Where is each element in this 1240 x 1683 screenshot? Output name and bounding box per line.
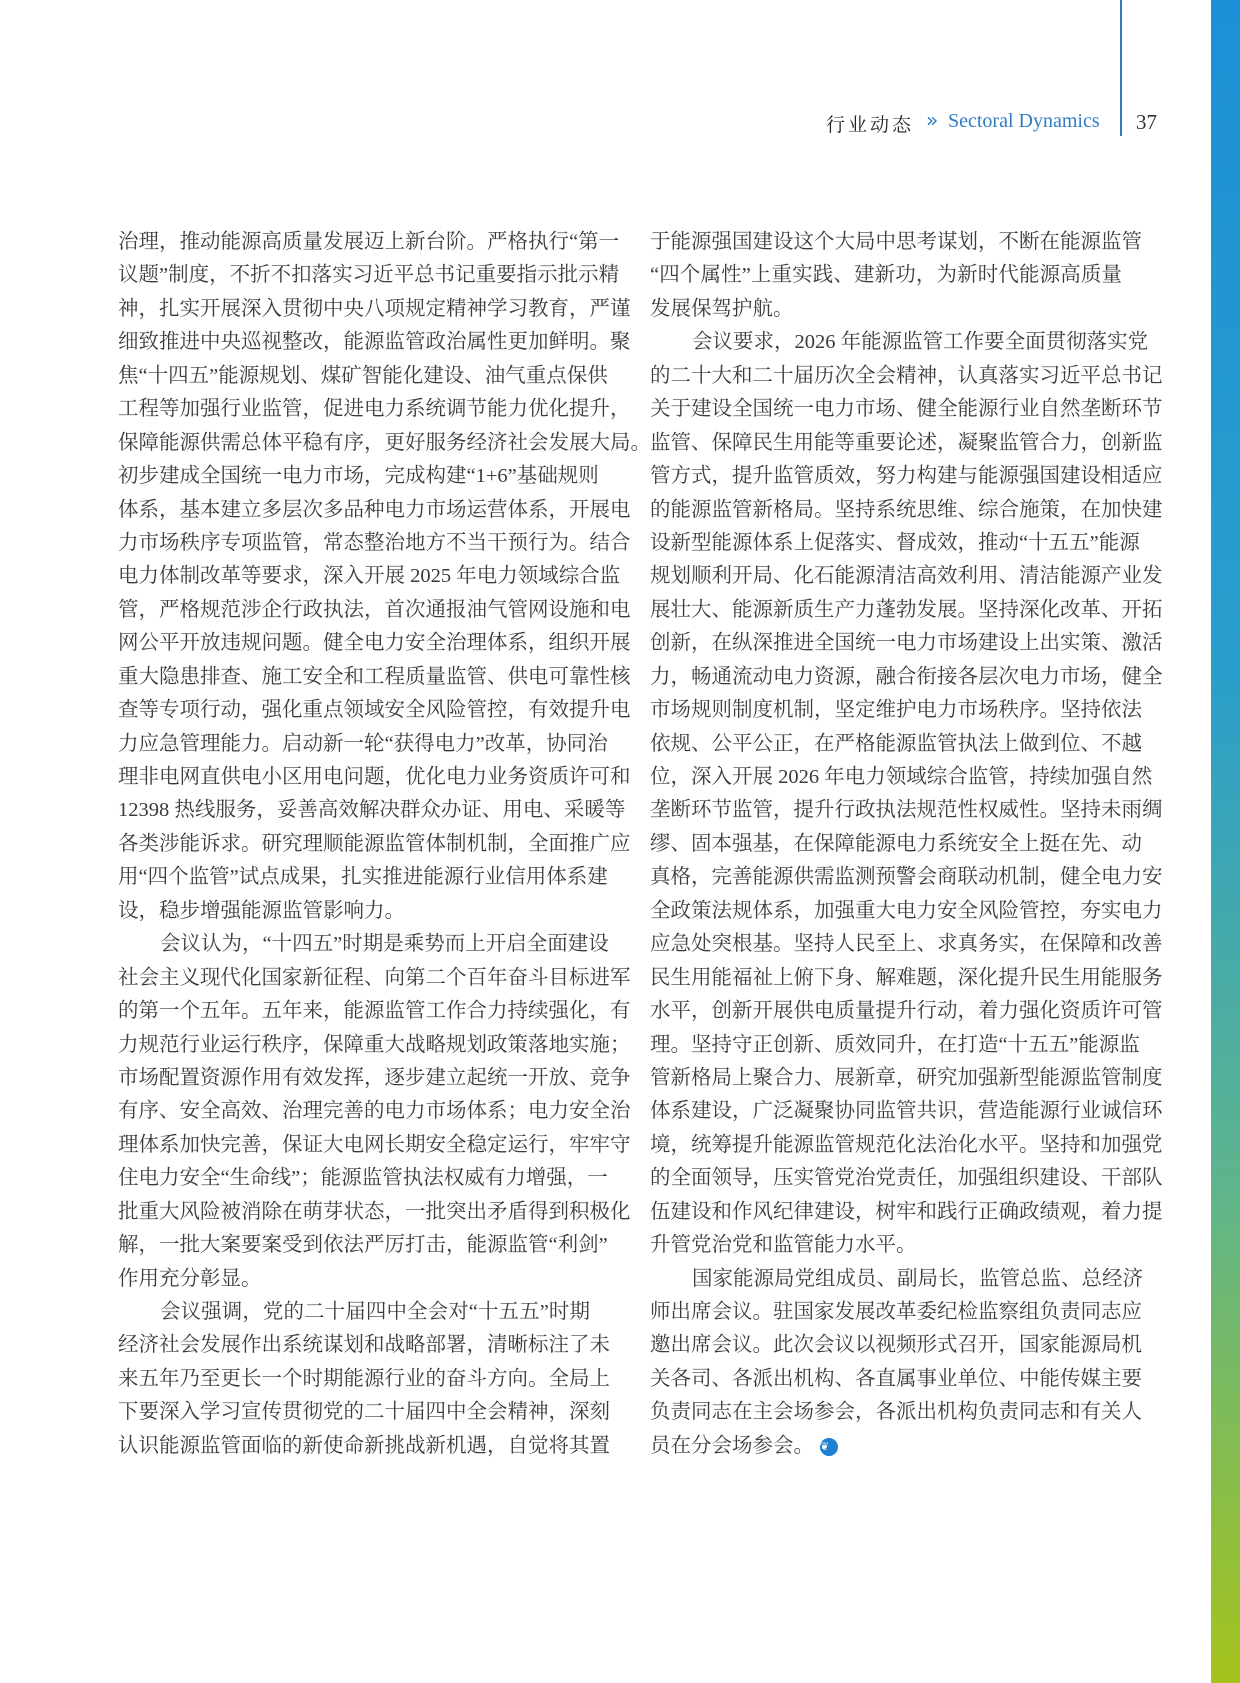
text-line-content: 体系，基本建立多层次多品种电力市场运营体系，开展电 [118, 498, 631, 521]
text-line [650, 360, 1163, 393]
text-line-content: 管新格局上聚合力、展新章，研究加强新型能源监管制度 [650, 1066, 1163, 1089]
text-line [650, 1129, 1163, 1162]
text-line-content: 伍建设和作风纪律建设，树牢和践行正确政绩观，着力提 [650, 1200, 1163, 1223]
text-line [118, 1396, 610, 1429]
text-line-content: 批重大风险被消除在萌芽状态，一批突出矛盾得到积极化 [118, 1200, 631, 1223]
text-line [650, 460, 1163, 493]
text-line-content: 邀出席会议。此次会议以视频形式召开，国家能源局机 [650, 1334, 1142, 1357]
text-line [118, 293, 631, 326]
double-chevron-icon: » [926, 108, 939, 132]
text-line [650, 1095, 1163, 1128]
text-line-content: 于能源强国建设这个大局中思考谋划，不断在能源监管 [650, 231, 1142, 253]
text-line-content: 力市场秩序专项监管，常态整治地方不当干预行为。结合 [118, 531, 631, 554]
text-line [650, 627, 1163, 660]
paragraph [650, 226, 1142, 326]
text-line [650, 1029, 1140, 1062]
text-line-content: 解，一批大案要案受到依法严厉打击，能源监管“利剑” [118, 1234, 608, 1257]
text-line [118, 226, 620, 259]
text-line-content: 管方式，提升监管质效，努力构建与能源强国建设相适应 [650, 465, 1163, 488]
text-line [118, 1062, 631, 1095]
text-line-content: 垄断环节监管，提升行政执法规范性权威性。坚持未雨绸 [650, 799, 1163, 822]
text-line-content: 真格，完善能源供需监测预警会商联动机制，健全电力安 [650, 866, 1163, 889]
text-line [118, 728, 608, 761]
text-line-content: 电力体制改革等要求，深入开展 2025 年电力领域综合监 [118, 565, 621, 588]
text-line-content: 境，统筹提升能源监管规范化法治化水平。坚持和加强党 [650, 1133, 1163, 1156]
text-line [650, 1162, 1163, 1195]
text-line [118, 1129, 631, 1162]
text-line [118, 460, 599, 493]
section-title-en: Sectoral Dynamics [948, 110, 1100, 132]
text-line [650, 594, 1163, 627]
text-line [650, 226, 1142, 259]
text-line-content: 神，扎实开展深入贯彻中央八项规定精神学习教育，严谨 [118, 297, 631, 320]
text-line-content: 监管、保障民生用能等重要论述，凝聚监管合力，创新监 [650, 431, 1163, 454]
text-line-content: 市场配置资源作用有效发挥，逐步建立起统一开放、竞争 [118, 1066, 631, 1089]
text-line [118, 995, 631, 1028]
text-line-content: 用“四个监管”试点成果，扎实推进能源行业信用体系建 [118, 866, 608, 889]
text-line [650, 393, 1163, 426]
right-text-column [650, 226, 1163, 1463]
text-line [118, 427, 651, 460]
text-line [650, 1363, 1142, 1396]
text-line [650, 1430, 1122, 1463]
text-line-content: 12398 热线服务，妥善高效解决群众办证、用电、采暖等 [118, 799, 626, 822]
text-line [118, 1229, 608, 1262]
text-line [118, 627, 631, 660]
text-line-content: 会议认为，“十四五”时期是乘势而上开启全面建设 [160, 933, 609, 956]
text-line-content: 工程等加强行业监管，促进电力系统调节能力优化提升， [118, 398, 631, 421]
text-line [118, 560, 621, 593]
text-line [118, 895, 590, 928]
text-line [118, 962, 631, 995]
text-line-content: 关各司、各派出机构、各直属事业单位、中能传媒主要 [650, 1367, 1142, 1390]
text-line-content: 设，稳步增强能源监管影响力。 [118, 899, 405, 922]
text-line-content: 负责同志在主会场参会，各派出机构负责同志和有关人 [650, 1401, 1142, 1424]
left-text-column [118, 226, 651, 1463]
text-line [650, 427, 1163, 460]
text-line-content: 社会主义现代化国家新征程、向第二个百年奋斗目标进军 [118, 966, 631, 989]
text-line [118, 1363, 610, 1396]
text-line-content: 市场规则制度机制，坚定维护电力市场秩序。坚持依法 [650, 699, 1142, 722]
text-line [118, 393, 631, 426]
text-line [650, 1329, 1142, 1362]
text-line-content: 力应急管理能力。启动新一轮“获得电力”改革，协同治 [118, 732, 608, 755]
text-line [650, 494, 1163, 527]
text-line [650, 560, 1163, 593]
text-line-content: 水平，创新开展供电质量提升行动，着力强化资质许可管 [650, 1000, 1163, 1023]
text-line-content: 管，严格规范涉企行政执法，首次通报油气管网设施和电 [118, 598, 631, 621]
text-line-content: 设新型能源体系上促落实、督成效，推动“十五五”能源 [650, 531, 1140, 554]
text-line [118, 761, 631, 794]
text-line [118, 259, 620, 292]
text-line-content: 理。坚持守正创新、质效同升，在打造“十五五”能源监 [650, 1033, 1140, 1056]
text-line-content: 治理，推动能源高质量发展迈上新台阶。严格执行“第一 [118, 231, 620, 253]
text-line [118, 1263, 590, 1296]
text-line-content: 来五年乃至更长一个时期能源行业的奋斗方向。全局上 [118, 1367, 610, 1390]
text-line [118, 1430, 610, 1463]
page-number: 37 [1136, 110, 1157, 134]
text-line-content: 理非电网直供电小区用电问题，优化电力业务资质许可和 [118, 766, 631, 788]
text-line-content: 员在分会场参会。 [650, 1434, 814, 1457]
text-line-content: 展壮大、能源新质生产力蓬勃发展。坚持深化改革、开拓 [650, 598, 1163, 621]
text-line-content: 依规、公平公正，在严格能源监管执法上做到位、不越 [650, 732, 1142, 755]
text-line [650, 1062, 1163, 1095]
text-line [118, 828, 631, 861]
text-line [650, 794, 1163, 827]
text-line-content: 的能源监管新格局。坚持系统思维、综合施策，在加快建 [650, 498, 1163, 521]
text-line-content: 全政策法规体系，加强重大电力安全风险管控，夯实电力 [650, 899, 1163, 922]
text-line [118, 326, 631, 359]
text-line-content: 创新，在纵深推进全国统一电力市场建设上出实策、激活 [650, 632, 1163, 655]
text-line-content: 下要深入学习宣传贯彻党的二十届四中全会精神，深刻 [118, 1401, 610, 1424]
text-line-content: 议题”制度，不折不扣落实习近平总书记重要指示批示精 [118, 264, 620, 287]
text-line-content: 网公平开放违规问题。健全电力安全治理体系，组织开展 [118, 632, 631, 655]
text-line [650, 661, 1163, 694]
text-line-content: 发展保驾护航。 [650, 297, 794, 320]
text-line [118, 1196, 631, 1229]
text-line-content: 力，畅通流动电力资源，融合衔接各层次电力市场，健全 [650, 665, 1163, 688]
text-line [650, 1396, 1142, 1429]
text-line-content: “四个属性”上重实践、建新功，为新时代能源高质量 [650, 264, 1122, 287]
section-title-cn: 行业动态 [826, 114, 915, 136]
text-line-content: 经济社会发展作出系统谋划和战略部署，清晰标注了未 [118, 1334, 610, 1357]
text-line-content: 的二十大和二十届历次全会精神，认真落实习近平总书记 [650, 364, 1163, 387]
text-line [118, 494, 631, 527]
text-line [650, 928, 1163, 961]
text-line-content: 保障能源供需总体平稳有序，更好服务经济社会发展大局。 [118, 431, 651, 454]
decorative-gradient-bar [1211, 0, 1240, 1683]
text-line-content: 作用充分彰显。 [118, 1267, 262, 1290]
text-line-content: 缪、固本强基，在保障能源电力系统安全上挺在先、动 [650, 832, 1142, 855]
text-line [650, 895, 1163, 928]
text-line-content: 细致推进中央巡视整改，能源监管政治属性更加鲜明。聚 [118, 331, 631, 354]
text-line-content: 升管党治党和监管能力水平。 [650, 1234, 917, 1257]
text-line [650, 861, 1163, 894]
text-line [118, 594, 631, 627]
text-line [650, 1229, 1122, 1262]
text-line-content: 会议强调，党的二十届四中全会对“十五五”时期 [160, 1301, 590, 1323]
text-line-content: 师出席会议。驻国家发展改革委纪检监察组负责同志应 [650, 1301, 1142, 1323]
paragraph [118, 1296, 610, 1463]
text-line-content: 各类涉能诉求。研究理顺能源监管体制机制，全面推广应 [118, 832, 631, 855]
text-line-content: 认识能源监管面临的新使命新挑战新机遇，自觉将其置 [118, 1434, 610, 1457]
text-line-content: 力规范行业运行秩序，保障重大战略规划政策落地实施； [118, 1033, 631, 1056]
text-line-content: 关于建设全国统一电力市场、健全能源行业自然垄断环节 [650, 398, 1163, 421]
text-line [650, 1196, 1163, 1229]
text-line-content: 重大隐患排查、施工安全和工程质量监管、供电可靠性核 [118, 665, 631, 688]
text-line [650, 1296, 1142, 1329]
text-line [118, 1162, 608, 1195]
text-line-content: 国家能源局党组成员、副局长，监管总监、总经济 [692, 1267, 1143, 1290]
paragraph [650, 326, 1163, 1262]
text-line [118, 861, 608, 894]
text-line [650, 828, 1142, 861]
text-line [118, 1029, 631, 1062]
text-line [650, 293, 1122, 326]
text-line [650, 728, 1142, 761]
text-line-content: 的全面领导，压实管党治党责任，加强组织建设、干部队 [650, 1167, 1163, 1190]
text-line-content: 有序、安全高效、治理完善的电力市场体系；电力安全治 [118, 1100, 631, 1123]
text-line-content: 焦“十四五”能源规划、煤矿智能化建设、油气重点保供 [118, 364, 608, 387]
text-line-content: 体系建设，广泛凝聚协同监管共识，营造能源行业诚信环 [650, 1100, 1163, 1123]
text-line-content: 民生用能福祉上俯下身、解难题，深化提升民生用能服务 [650, 966, 1163, 989]
text-line-content: 位，深入开展 2026 年电力领域综合监管，持续加强自然 [650, 766, 1153, 788]
text-line-content: 的第一个五年。五年来，能源监管工作合力持续强化，有 [118, 1000, 631, 1023]
text-line-content: 住电力安全“生命线”；能源监管执法权威有力增强，一 [118, 1167, 608, 1190]
paragraph [118, 226, 651, 928]
text-line [650, 326, 1149, 359]
text-line [650, 761, 1153, 794]
paragraph [650, 1263, 1143, 1464]
text-line [650, 962, 1163, 995]
text-line [118, 1296, 590, 1329]
text-line [118, 1329, 610, 1362]
text-line-content: 查等专项行动，强化重点领域安全风险管控，有效提升电 [118, 699, 631, 722]
text-line [118, 527, 631, 560]
magazine-logo-icon: ❦ [820, 1438, 838, 1456]
text-line-content: 理体系加快完善，保证大电网长期安全稳定运行，牢牢守 [118, 1133, 631, 1156]
text-line [118, 928, 609, 961]
text-line [650, 1263, 1143, 1296]
header-divider-line [1120, 0, 1122, 136]
text-line [118, 360, 608, 393]
text-line-content: 规划顺利开局、化石能源清洁高效利用、清洁能源产业发 [650, 565, 1163, 588]
text-line [118, 794, 626, 827]
text-line [650, 527, 1140, 560]
text-line [118, 661, 631, 694]
text-line [650, 694, 1142, 727]
text-line [650, 995, 1163, 1028]
text-line [118, 1095, 631, 1128]
text-line-content: 会议要求，2026 年能源监管工作要全面贯彻落实党 [692, 331, 1149, 354]
text-line [650, 259, 1122, 292]
text-line-content: 初步建成全国统一电力市场，完成构建“1+6”基础规则 [118, 465, 599, 488]
text-line-content: 应急处突根基。坚持人民至上、求真务实，在保障和改善 [650, 933, 1163, 956]
paragraph [118, 928, 631, 1296]
text-line [118, 694, 631, 727]
